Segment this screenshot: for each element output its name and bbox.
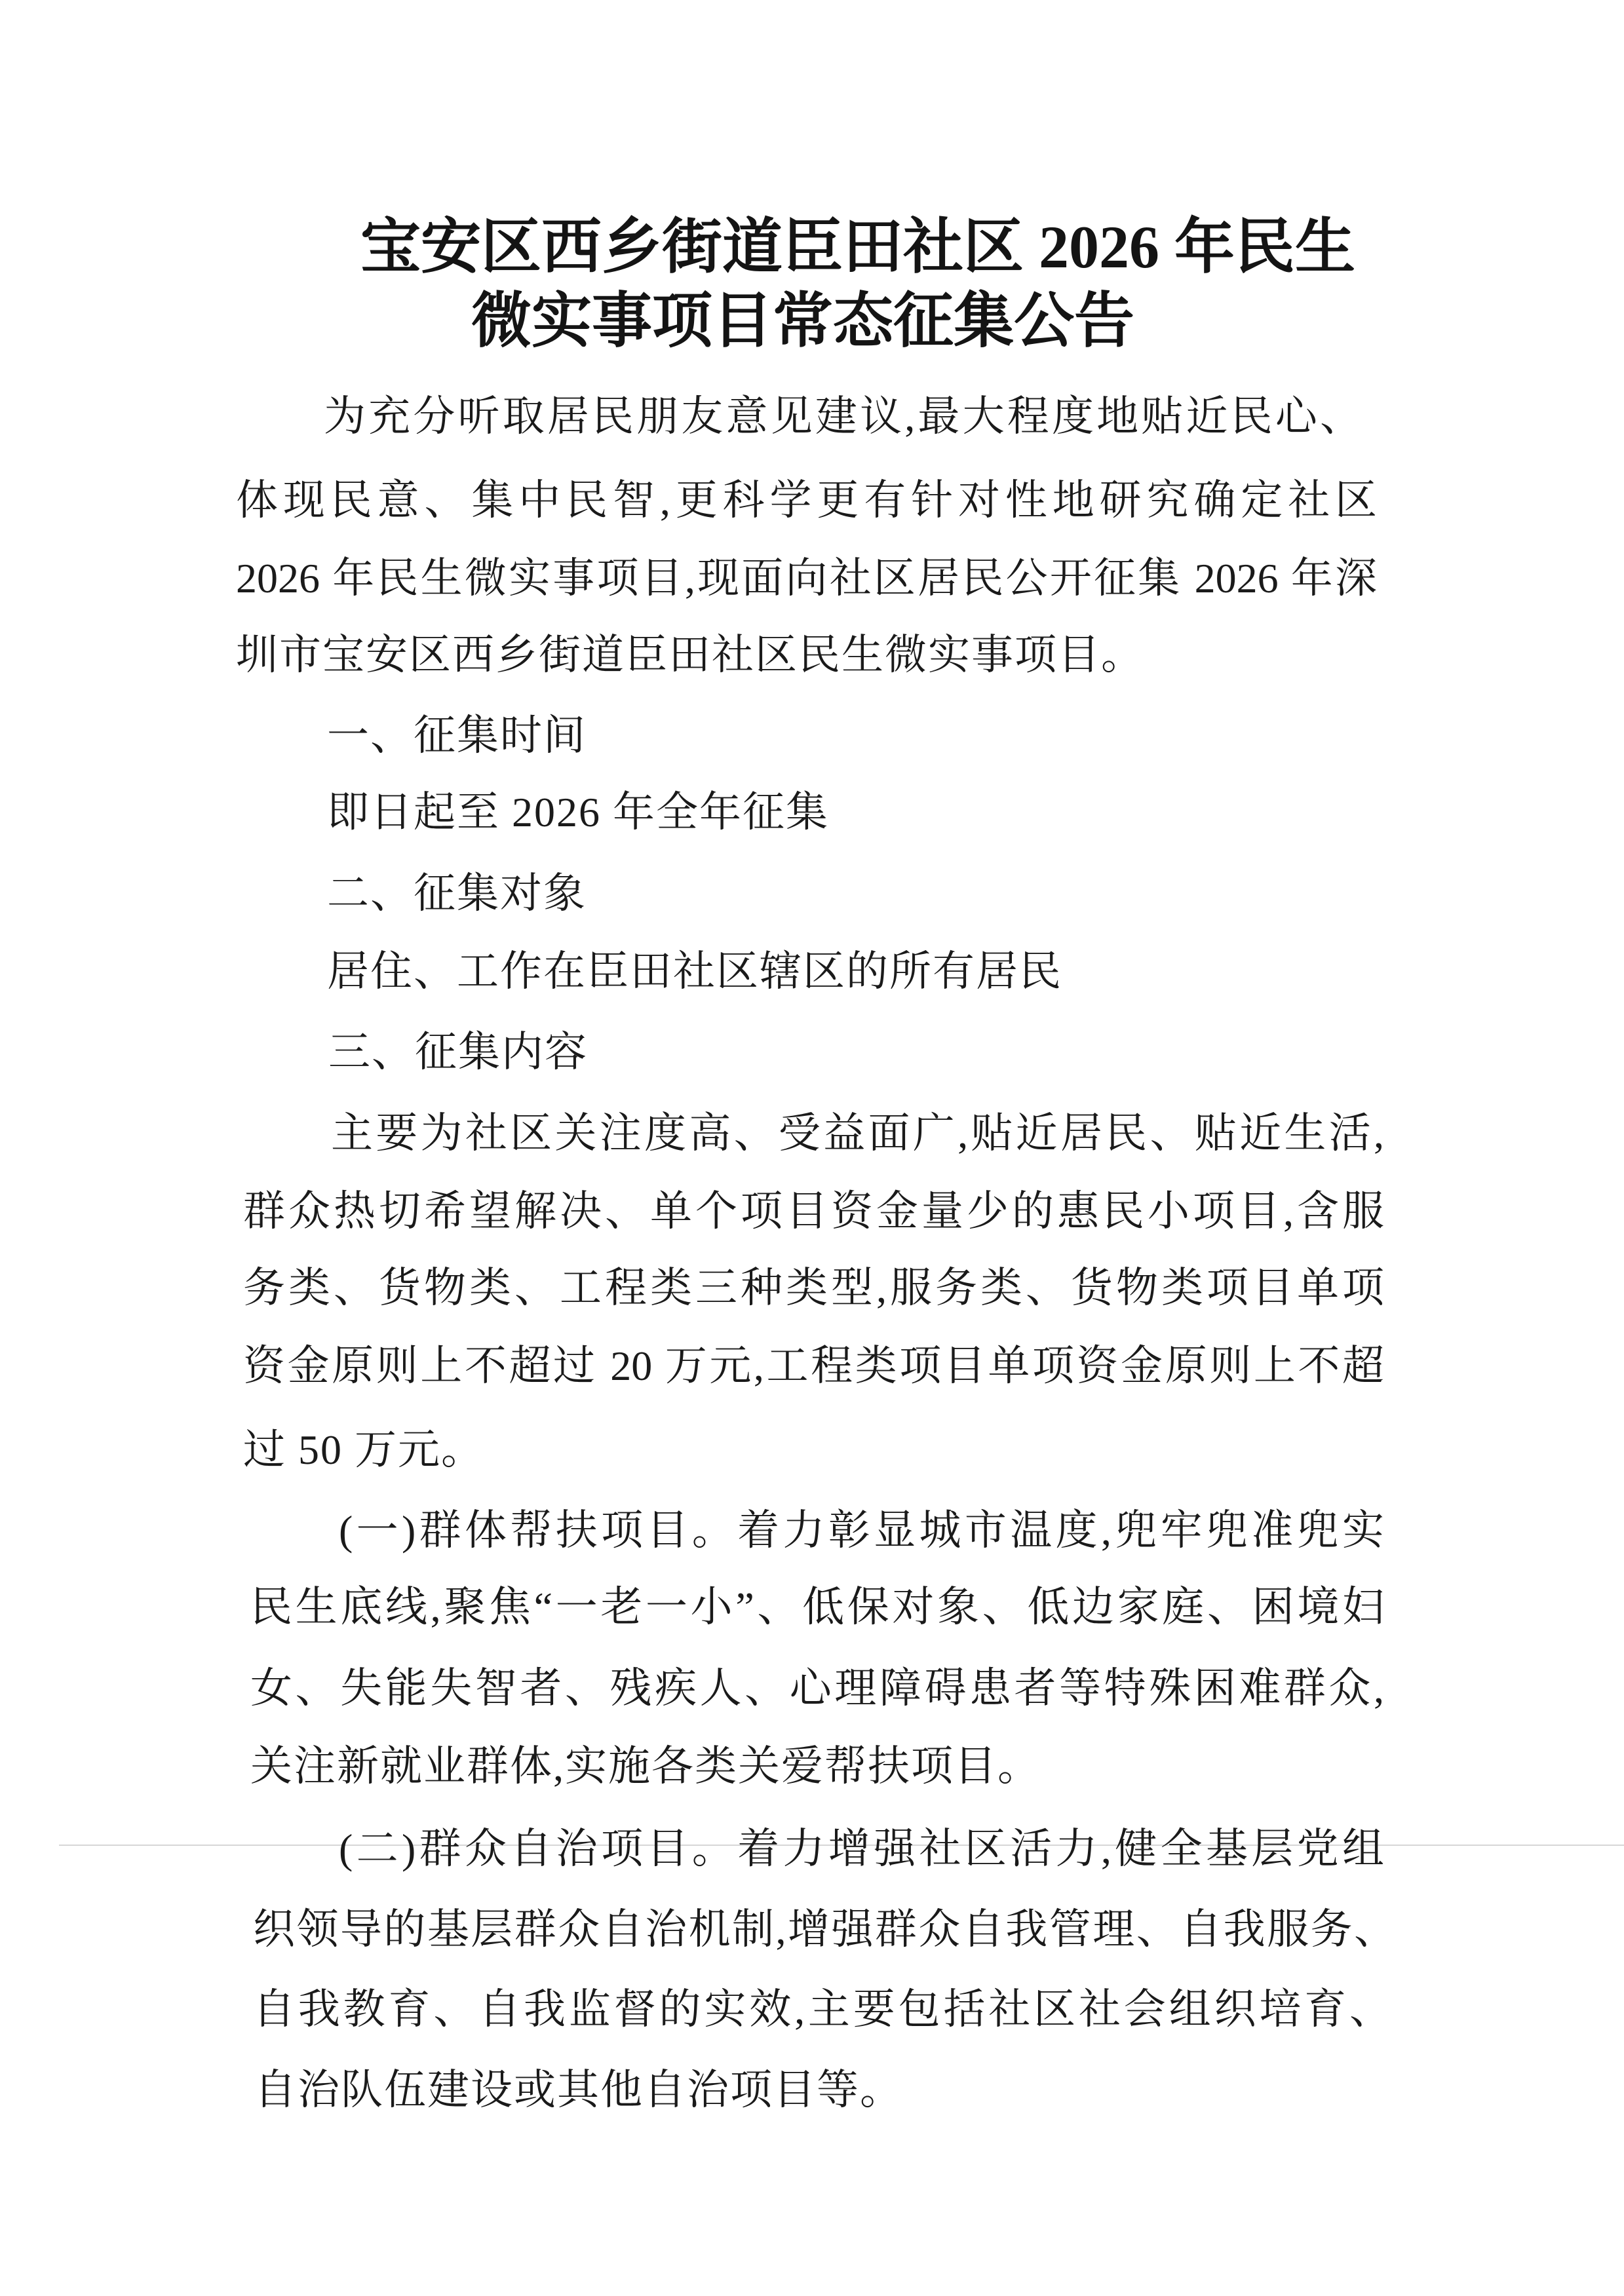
intro-line: 为充分听取居民朋友意见建议,最大程度地贴近民心、 (324, 393, 1362, 440)
section-body-line: 即日起至 2026 年全年征集 (327, 789, 829, 835)
section-heading: 三、征集内容 (328, 1029, 588, 1075)
section-body-line: 群众热切希望解决、单个项目资金量少的惠民小项目,含服 (243, 1188, 1384, 1234)
intro-line: 2026 年民生微实事项目,现面向社区居民公开征集 2026 年深 (236, 555, 1377, 602)
item-line: 织领导的基层群众自治机制,增强群众自我管理、自我服务、 (253, 1906, 1396, 1953)
section-body-line: 主要为社区关注度高、受益面广,贴近居民、贴近生活, (331, 1110, 1384, 1157)
intro-line: 圳市宝安区西乡街道臣田社区民生微实事项目。 (236, 632, 1144, 678)
item-line: (二)群众自治项目。着力增强社区活力,健全基层党组 (339, 1826, 1384, 1872)
section-body-line: 过 50 万元。 (243, 1426, 484, 1473)
item-line: (一)群体帮扶项目。着力彰显城市温度,兜牢兜准兜实 (339, 1507, 1384, 1554)
section-heading: 二、征集对象 (327, 870, 587, 917)
title-line-1: 宝安区西乡街道臣田社区 2026 年民生 (360, 214, 1356, 280)
section-body-line: 资金原则上不超过 20 万元,工程类项目单项资金原则上不超 (243, 1343, 1384, 1389)
section-body-line: 务类、货物类、工程类三种类型,服务类、货物类项目单项 (243, 1265, 1384, 1311)
section-heading: 一、征集时间 (327, 712, 587, 759)
intro-line: 体现民意、集中民智,更科学更有针对性地研究确定社区 (236, 477, 1377, 524)
item-line: 自我教育、自我监督的实效,主要包括社区社会组织培育、 (253, 1986, 1391, 2033)
item-line: 民生底线,聚焦“一老一小”、低保对象、低边家庭、困境妇 (250, 1584, 1384, 1630)
item-line: 自治队伍建设或其他自治项目等。 (254, 2067, 903, 2113)
section-body-line: 居住、工作在臣田社区辖区的所有居民 (327, 948, 1062, 995)
title-line-2: 微实事项目常态征集公告 (471, 288, 1135, 354)
item-line: 女、失能失智者、残疾人、心理障碍患者等特殊困难群众, (250, 1665, 1384, 1712)
item-line: 关注新就业群体,实施各类关爱帮扶项目。 (250, 1743, 1041, 1789)
